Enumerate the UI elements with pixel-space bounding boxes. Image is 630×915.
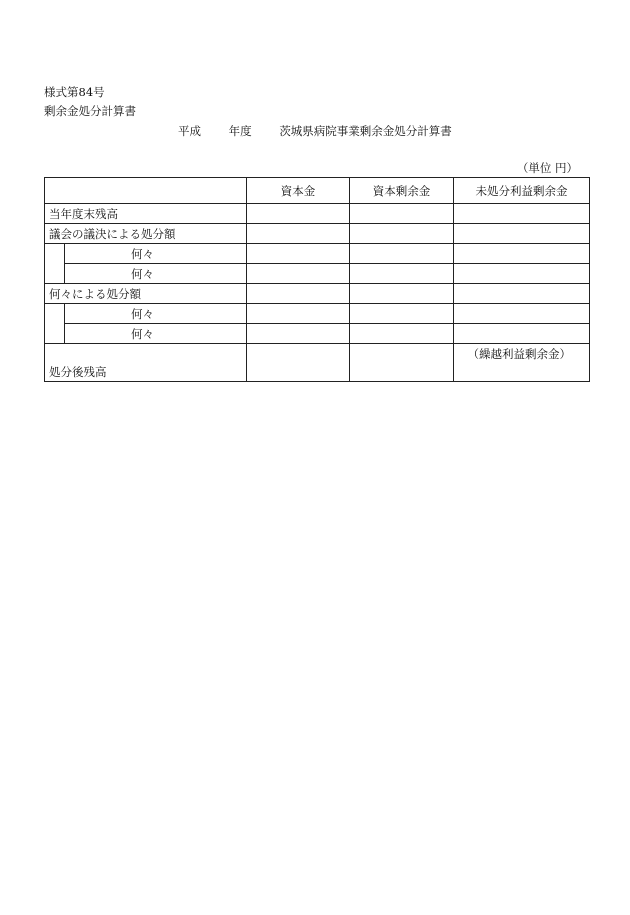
- row-label-other-disposal: 何々による処分額: [45, 284, 247, 304]
- indent-cell: [45, 244, 65, 264]
- cell: [454, 204, 590, 224]
- table-row: [45, 204, 590, 224]
- cell: [350, 204, 454, 224]
- cell: [247, 264, 350, 284]
- cell: [350, 264, 454, 284]
- column-header-capital: 資本金: [247, 178, 350, 204]
- table-row: [45, 304, 590, 324]
- row-label-after-disposal: 処分後残高: [45, 344, 247, 382]
- cell: [247, 244, 350, 264]
- retained-earnings-note: （繰越利益剰余金）: [454, 344, 590, 382]
- table-row: [45, 224, 590, 244]
- document-title: [178, 123, 452, 139]
- cell: [350, 284, 454, 304]
- unit-label: （単位 円）: [516, 161, 578, 175]
- column-header-unappropriated-earnings: 未処分利益剰余金: [454, 178, 590, 204]
- cell: [247, 204, 350, 224]
- cell: [454, 264, 590, 284]
- cell: [454, 304, 590, 324]
- title-era: 平成: [178, 124, 201, 138]
- document-name: 剰余金処分計算書: [44, 104, 136, 118]
- cell: [247, 324, 350, 344]
- title-fiscal-year: 年度: [228, 124, 252, 138]
- table-header-row: [45, 178, 590, 204]
- cell: [350, 324, 454, 344]
- indent-cell: [45, 304, 65, 324]
- row-label-council-item: 何々: [65, 244, 247, 264]
- cell: [247, 284, 350, 304]
- row-label-council-resolution: 議会の議決による処分額: [45, 224, 247, 244]
- cell: [247, 344, 350, 382]
- row-label-council-item: 何々: [65, 264, 247, 284]
- row-label-other-item: 何々: [65, 304, 247, 324]
- title-main: 茨城県病院事業剰余金処分計算書: [279, 124, 452, 138]
- cell: [350, 244, 454, 264]
- row-label-other-item: 何々: [65, 324, 247, 344]
- table-row: [45, 264, 590, 284]
- header-blank-cell: [45, 178, 247, 204]
- form-number: 様式第84号: [44, 85, 105, 99]
- cell: [247, 304, 350, 324]
- cell: [454, 284, 590, 304]
- cell: [454, 324, 590, 344]
- cell: [350, 304, 454, 324]
- table-row: [45, 244, 590, 264]
- disposal-table: [44, 177, 590, 382]
- cell: [454, 244, 590, 264]
- cell: [350, 224, 454, 244]
- table-row: [45, 344, 590, 382]
- table-row: [45, 324, 590, 344]
- indent-cell: [45, 324, 65, 344]
- row-label-balance-end: 当年度末残高: [45, 204, 247, 224]
- indent-cell: [45, 264, 65, 284]
- cell: [350, 344, 454, 382]
- column-header-capital-surplus: 資本剰余金: [350, 178, 454, 204]
- cell: [247, 224, 350, 244]
- cell: [454, 224, 590, 244]
- table-row: [45, 284, 590, 304]
